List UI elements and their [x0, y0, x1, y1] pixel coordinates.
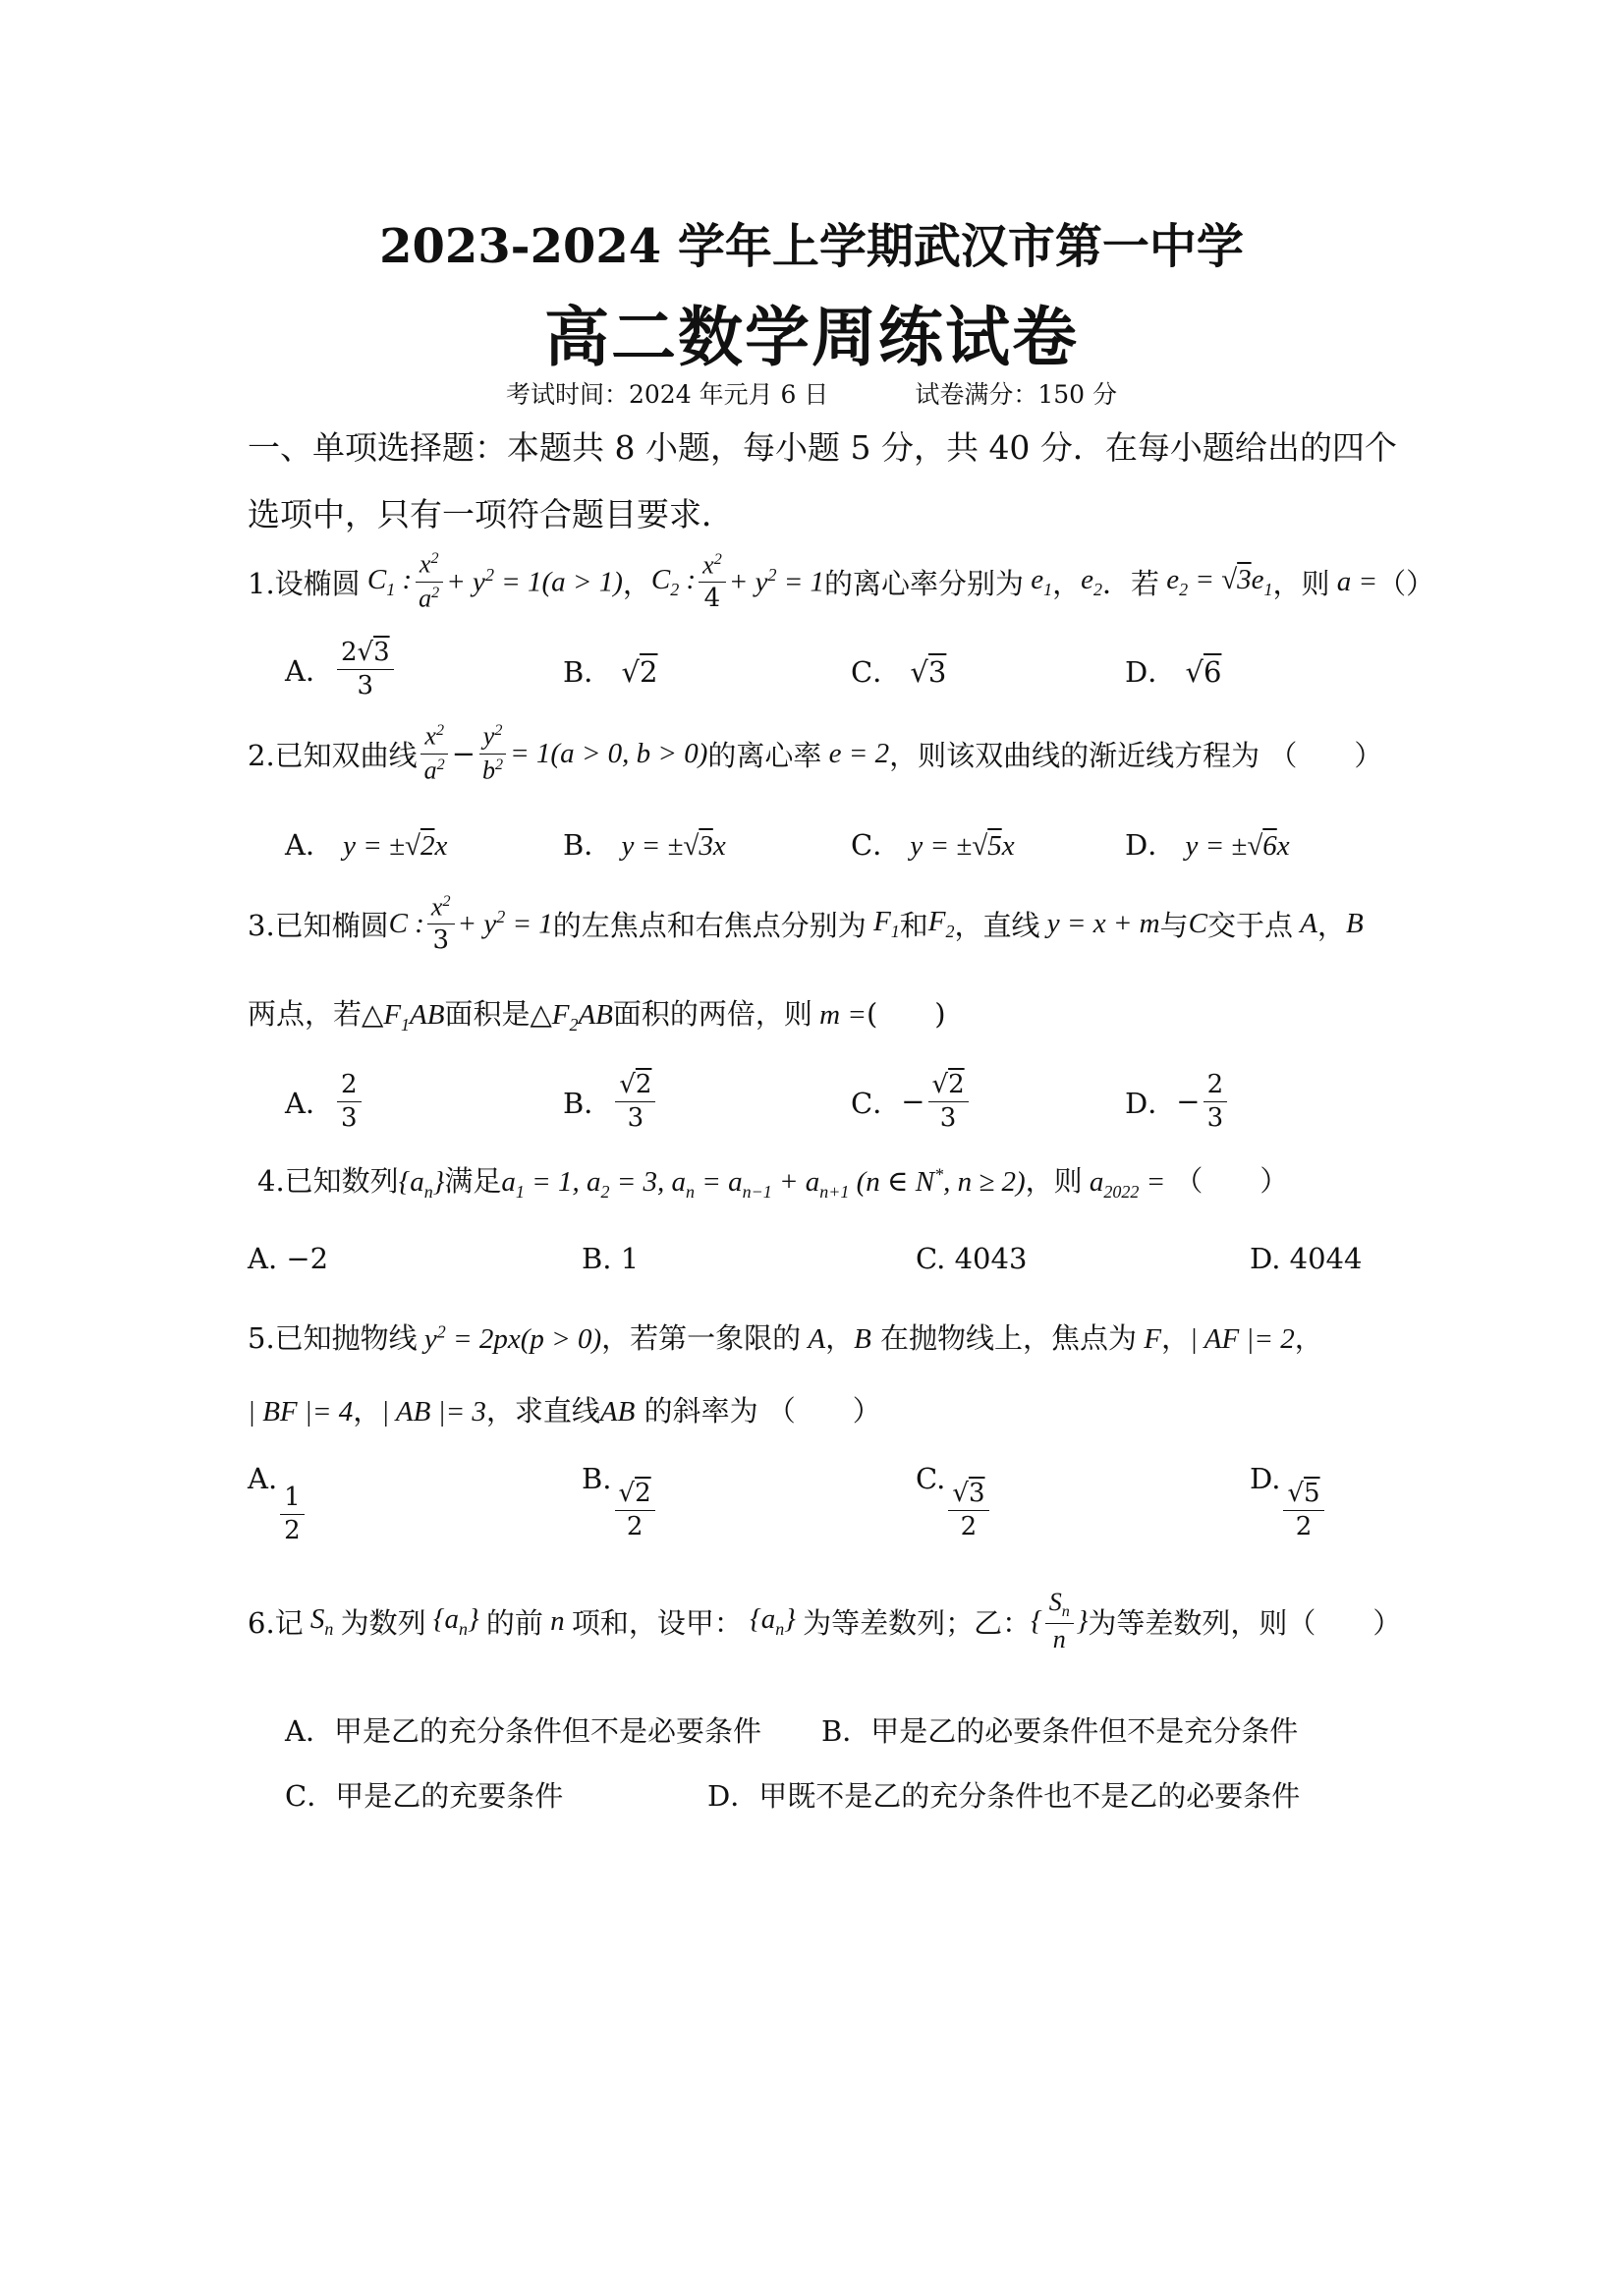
question-5-stem: 5.已知抛物线 $y^2 = 2px(p > 0)$，若第一象限的 A，B 在抛物线上，焦点为 F，| AF |= 2， [248, 1321, 1323, 1355]
question-3-option-a: A． $\frac{2}{3}$ [285, 1067, 364, 1136]
question-3-stem: 3.已知椭圆 C : $\frac{x^2}{3}$ + $y^2 = 1$ 的左焦点和右焦点分别为 $F_1$ 和 $F_2$ ，直线 y = x + m 与 C 交于点 A ， B [248, 892, 1364, 955]
question-5-option-a: A. $\frac{1}{2}$ [248, 1462, 308, 1544]
question-1-option-a: A． $\frac{2√3}{3}$ [285, 635, 397, 703]
question-6-option-d: D．甲既不是乙的充分条件也不是乙的必要条件 [707, 1779, 1301, 1813]
question-6-stem: 6.记 $S_n$ 为数列 $\{a_n\}$ 的前 n 项和，设甲： $\{a_n\}$ 为等差数列；乙： { $\frac{S_n}{n}$ } 为等差数列，则（ ） [248, 1587, 1402, 1653]
question-2-option-a: A． y = ±√2x [285, 828, 448, 862]
question-1-option-c: C． √3 [851, 655, 947, 689]
exam-time: 考试时间：2024 年元月 6 日 [506, 380, 829, 409]
question-2-option-b: B． y = ±√3x [563, 828, 726, 862]
question-6-option-c: C．甲是乙的充要条件 [285, 1779, 564, 1813]
question-4-stem: 4.已知数列$\{a_n\}$满足$a_1 = 1$, $a_2 = 3$, $a_n = a_{n-1} + a_{n+1}$ (n ∈ N*, n ≥ 2)，则 $a_{2022}$ = （ ） [257, 1164, 1289, 1202]
question-1-option-d: D． √6 [1125, 655, 1222, 689]
section1-heading-line1: 一、单项选择题：本题共 8 小题，每小题 5 分，共 40 分．在每小题给出的四个 [248, 428, 1397, 467]
question-3-option-c: C． − $\frac{√2}{3}$ [851, 1067, 972, 1136]
question-3-option-b: B． $\frac{√2}{3}$ [563, 1067, 658, 1136]
question-4-option-c: C. 4043 [916, 1242, 1028, 1275]
question-6-option-b: B．甲是乙的必要条件但不是充分条件 [821, 1714, 1299, 1748]
question-6-option-a: A．甲是乙的充分条件但不是必要条件 [285, 1714, 761, 1748]
question-4-option-a: A. −2 [248, 1242, 329, 1275]
exam-title-line2: 高二数学周练试卷 [544, 299, 1079, 375]
question-5-stem-line2: | BF |= 4，| AB |= 3，求直线AB 的斜率为 （ ） [248, 1394, 881, 1428]
question-5-option-c: C. $\frac{√3}{2}$ [916, 1462, 992, 1540]
question-5-option-d: D. $\frac{√5}{2}$ [1250, 1462, 1327, 1540]
question-1-option-b: B． √2 [563, 655, 658, 689]
question-4-option-b: B. 1 [582, 1242, 640, 1275]
question-2-option-d: D． y = ±√6x [1125, 828, 1290, 862]
exam-title-line1: 2023-2024 学年上学期武汉市第一中学 [379, 219, 1244, 274]
question-3-stem-line2: 两点，若$\triangle F_1AB$面积是$\triangle F_2AB$面积的两倍，则 m =( ) [248, 997, 946, 1035]
section1-heading-line2: 选项中，只有一项符合题目要求． [248, 495, 734, 533]
question-5-option-b: B. $\frac{√2}{2}$ [582, 1462, 658, 1540]
question-2-option-c: C． y = ±√5x [851, 828, 1015, 862]
question-4-option-d: D. 4044 [1250, 1242, 1363, 1275]
exam-meta [0, 375, 1623, 411]
question-2-stem: 2.已知双曲线 $\frac{x^2}{a^2}$ − $\frac{y^2}{b^2}$ = 1(a > 0, b > 0) 的离心率 e = 2 ，则该双曲线的渐近线方程为 （ ） [248, 721, 1383, 785]
question-1-stem: 1.设椭圆 $C_1$ : $\frac{x^2}{a^2}$ + $y^2 = 1(a > 1)$ ， $C_2$ : $\frac{x^2}{4}$ + $y^2 = 1$ 的离心率分别为 $e_1$ ， $e_2$ ．若 $e_2 = √3e_1$ ，则 a = （） [248, 549, 1435, 613]
full-score: 试卷满分：150 分 [915, 380, 1117, 409]
question-3-option-d: D． − $\frac{2}{3}$ [1125, 1067, 1230, 1136]
